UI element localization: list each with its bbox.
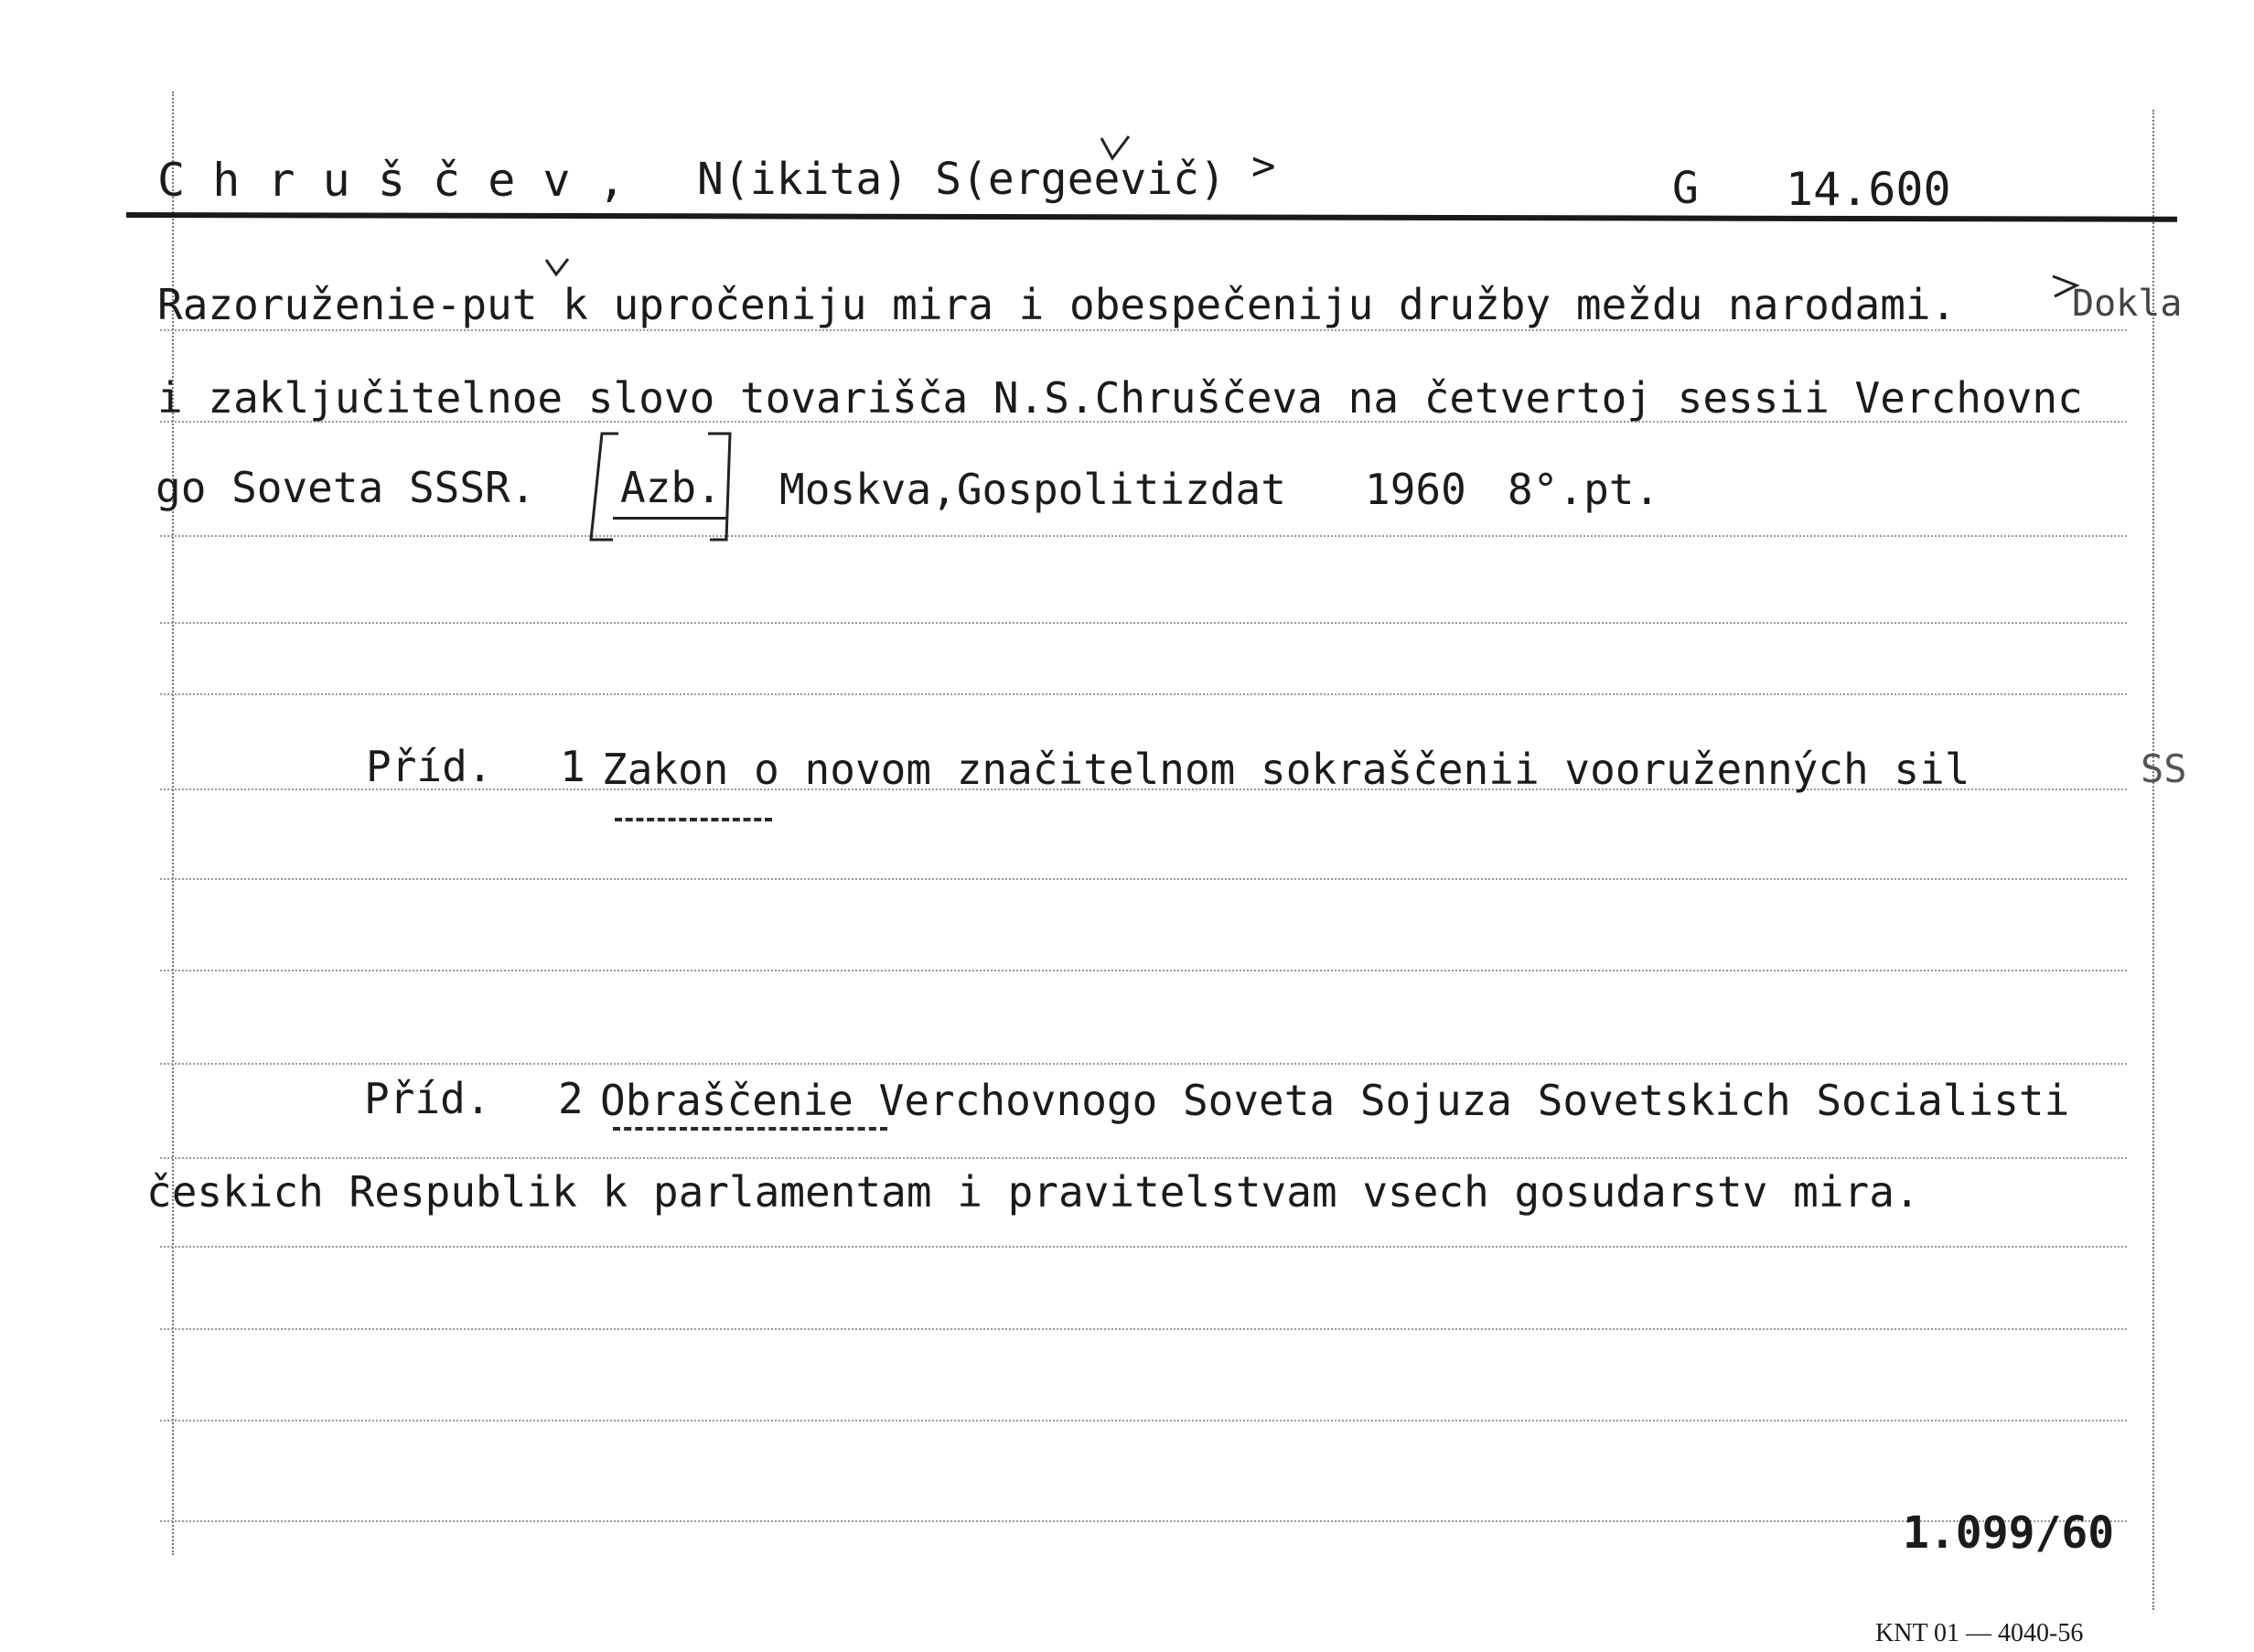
handwritten-caron-mark [543, 256, 571, 284]
ruled-line [160, 1520, 2127, 1522]
ruled-line [160, 1063, 2127, 1065]
shelf-prefix: G [1672, 163, 1699, 214]
right-margin-rule [2152, 110, 2154, 1610]
supplement-1-underline [615, 818, 772, 821]
ruled-line [160, 1246, 2127, 1248]
author-surname: C h r u š č e v , [157, 154, 626, 207]
handwritten-bracket-mark [2049, 273, 2080, 307]
handwritten-bracket-right [704, 430, 741, 547]
supplement-1-tail: SS [2141, 746, 2187, 791]
supplement-2-underline [613, 1127, 887, 1131]
imprint-year: 1960 [1365, 465, 1466, 514]
author-bracket: > [1251, 143, 1276, 189]
ruled-line [160, 693, 2127, 695]
format-pagination: 8°.pt. [1508, 465, 1660, 514]
handwritten-bracket-left [585, 430, 622, 547]
supplement-1-text: Zakon o novom značitelnom sokraščenii vooruženných sil [602, 745, 1970, 794]
form-code: KNT 01 — 4040-56 [1875, 1619, 2084, 1647]
ruled-line [160, 329, 2127, 331]
ruled-line [160, 1157, 2127, 1159]
title-line-1-tail: Dokla [2072, 283, 2183, 325]
supplement-1-number: 1 [560, 742, 585, 791]
shelf-number: 14.600 [1786, 163, 1951, 216]
ruled-line [160, 1328, 2127, 1330]
ruled-line [160, 878, 2127, 880]
title-line-3: go Soveta SSSR. [156, 463, 536, 512]
accession-number: 1.099/60 [1903, 1507, 2115, 1559]
supplement-2-label: Příd. [364, 1074, 491, 1123]
supplement-2-text-line-1: Obraščenie Verchovnogo Soveta Sojuza Sovetskich Socialisti [600, 1076, 2070, 1125]
ruled-line [160, 535, 2127, 537]
supplement-1-label: Příd. [366, 742, 493, 791]
author-given-names: N(ikita) S(ergeevič) [697, 154, 1226, 205]
ruled-line [160, 1420, 2127, 1421]
title-line-2: i zaključitelnoe slovo tovarišča N.S.Chruščeva na četvertoj sessii Verchovnc [157, 373, 2083, 423]
imprint-place-publisher: Moskva,Gospolitizdat [779, 465, 1286, 514]
ruled-line [160, 970, 2127, 971]
script-note: Azb. [620, 463, 722, 512]
handwritten-caron-mark [1098, 133, 1134, 169]
title-line-1: Razoruženie-put k upročeniju mira i obespečeniju družby meždu narodami. [157, 280, 1957, 329]
supplement-2-text-line-2: českich Respublik k parlamentam i pravitelstvam vsech gosudarstv mira. [146, 1167, 1920, 1217]
supplement-2-number: 2 [558, 1074, 584, 1123]
ruled-line [160, 622, 2127, 624]
